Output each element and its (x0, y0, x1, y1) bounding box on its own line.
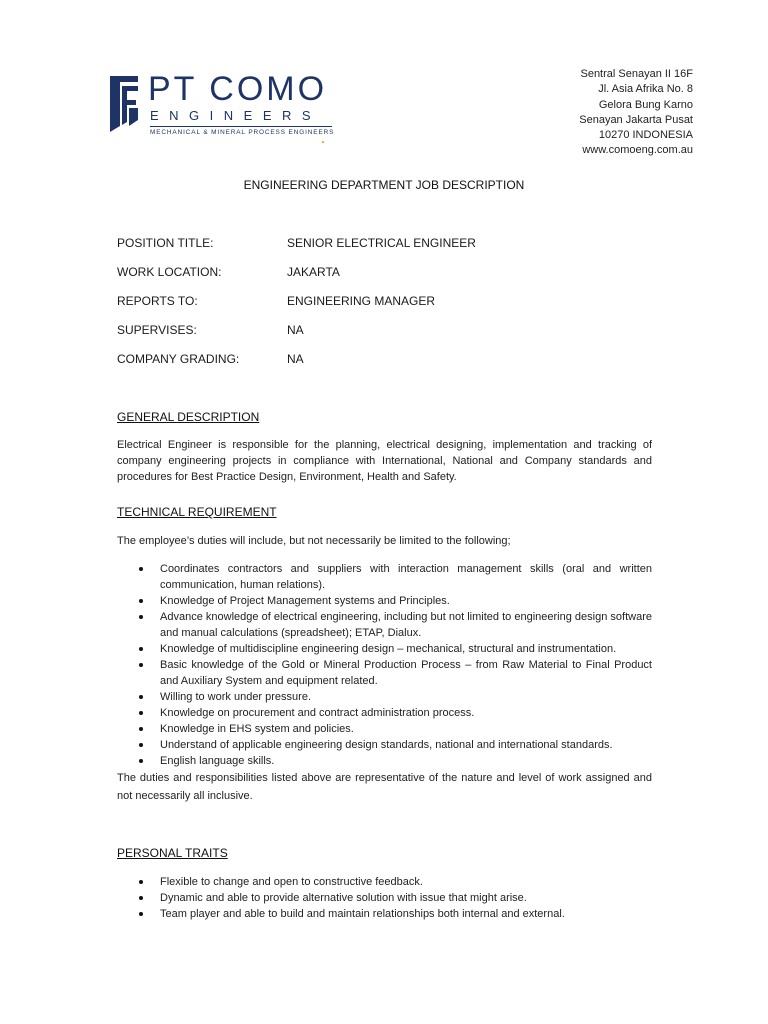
address-line: Sentral Senayan II 16F (580, 68, 693, 80)
personal-traits-section (117, 845, 652, 922)
list-item-text: Knowledge on procurement and contract administration process. (160, 707, 475, 719)
address-line: Jl. Asia Afrika No. 8 (598, 83, 693, 96)
bullet-icon (139, 695, 143, 699)
bullet-icon (139, 896, 143, 900)
list-item-text: Coordinates contractors and suppliers with interaction management skills (oral and written communication, human relations). (160, 563, 652, 591)
logo-subtitle: ENGINEERS (150, 108, 322, 123)
info-label: WORK LOCATION: (117, 265, 222, 279)
list-item (117, 657, 652, 689)
document-title: ENGINEERING DEPARTMENT JOB DESCRIPTION (243, 178, 525, 192)
list-item-text: Knowledge of Project Management systems and Principles. (160, 595, 450, 607)
bullet-icon (139, 663, 143, 667)
list-item-text: Knowledge of multidiscipline engineering design – mechanical, structural and instrumentation. (160, 643, 617, 655)
list-item (117, 689, 652, 705)
list-item (117, 593, 652, 609)
bullet-icon (139, 759, 143, 763)
section-heading: TECHNICAL REQUIREMENT (117, 505, 277, 519)
technical-requirement-section (117, 504, 652, 805)
address-line: 10270 INDONESIA (598, 129, 693, 142)
info-value: JAKARTA (287, 265, 340, 279)
bullet-icon (139, 615, 143, 619)
info-label: REPORTS TO: (117, 294, 198, 308)
company-website: www.comoeng.com.au (582, 144, 693, 157)
info-value: ENGINEERING MANAGER (287, 294, 436, 308)
info-label: SUPERVISES: (117, 323, 197, 337)
technical-requirement-list (117, 561, 652, 769)
technical-intro: The employee’s duties will include, but not necessarily be limited to the following; (117, 535, 511, 547)
address-line: Gelora Bung Karno (598, 98, 693, 111)
general-description-section (117, 409, 652, 485)
company-address (579, 67, 693, 159)
list-item (117, 609, 652, 641)
list-item-text: Knowledge in EHS system and policies. (160, 723, 354, 735)
bullet-icon (139, 880, 143, 884)
logo-tagline: MECHANICAL & MINERAL PROCESS ENGINEERS (150, 129, 335, 136)
general-description-text: Electrical Engineer is responsible for the planning, electrical designing, implementation and tracking of company engineering projects in compliance with International, National and Company standards and procedures for Best Practice Design, Environment, Health and Safety. (117, 439, 652, 483)
personal-traits-list (117, 874, 652, 922)
address-line: Senayan Jakarta Pusat (579, 113, 693, 126)
list-item-text: Team player and able to build and maintain relationships both internal and external. (160, 908, 565, 920)
bullet-icon (139, 743, 143, 747)
list-item (117, 906, 652, 922)
bullet-icon (139, 727, 143, 731)
bullet-icon (139, 599, 143, 603)
section-heading: GENERAL DESCRIPTION (117, 410, 260, 424)
info-label: POSITION TITLE: (117, 236, 214, 250)
info-value: NA (287, 323, 304, 337)
list-item (117, 737, 652, 753)
list-item-text: Understand of applicable engineering design standards, national and international standards. (160, 739, 613, 751)
list-item (117, 561, 652, 593)
info-value: SENIOR ELECTRICAL ENGINEER (287, 236, 476, 250)
bullet-icon (139, 567, 143, 571)
bullet-icon (139, 711, 143, 715)
list-item-text: Willing to work under pressure. (160, 691, 312, 703)
company-logo (110, 70, 340, 144)
list-item-text: Flexible to change and open to constructive feedback. (160, 876, 423, 888)
list-item-text: English language skills. (160, 755, 275, 767)
section-heading: PERSONAL TRAITS (117, 846, 228, 860)
list-item (117, 721, 652, 737)
info-label: COMPANY GRADING: (117, 352, 240, 366)
list-item (117, 705, 652, 721)
list-item (117, 890, 652, 906)
logo-emblem-icon (110, 76, 138, 132)
list-item-text: Advance knowledge of electrical engineering, including but not limited to engineering design software and manual calculations (spreadsheet); ETAP, Dialux. (160, 611, 652, 639)
bullet-icon (139, 647, 143, 651)
list-item (117, 874, 652, 890)
info-value: NA (287, 352, 304, 366)
list-item-text: Basic knowledge of the Gold or Mineral Production Process – from Raw Material to Final Product and Auxiliary System and equipment related. (160, 659, 652, 687)
list-item (117, 753, 652, 769)
technical-closing: The duties and responsibilities listed above are representative of the nature and level of work assigned and not necessarily all inclusive. (117, 772, 652, 802)
logo-accent-dot (322, 141, 324, 143)
logo-company-name: PT COMO (148, 70, 328, 108)
list-item-text: Dynamic and able to provide alternative solution with issue that might arise. (160, 892, 527, 904)
logo-divider (150, 126, 332, 127)
list-item (117, 641, 652, 657)
bullet-icon (139, 912, 143, 916)
